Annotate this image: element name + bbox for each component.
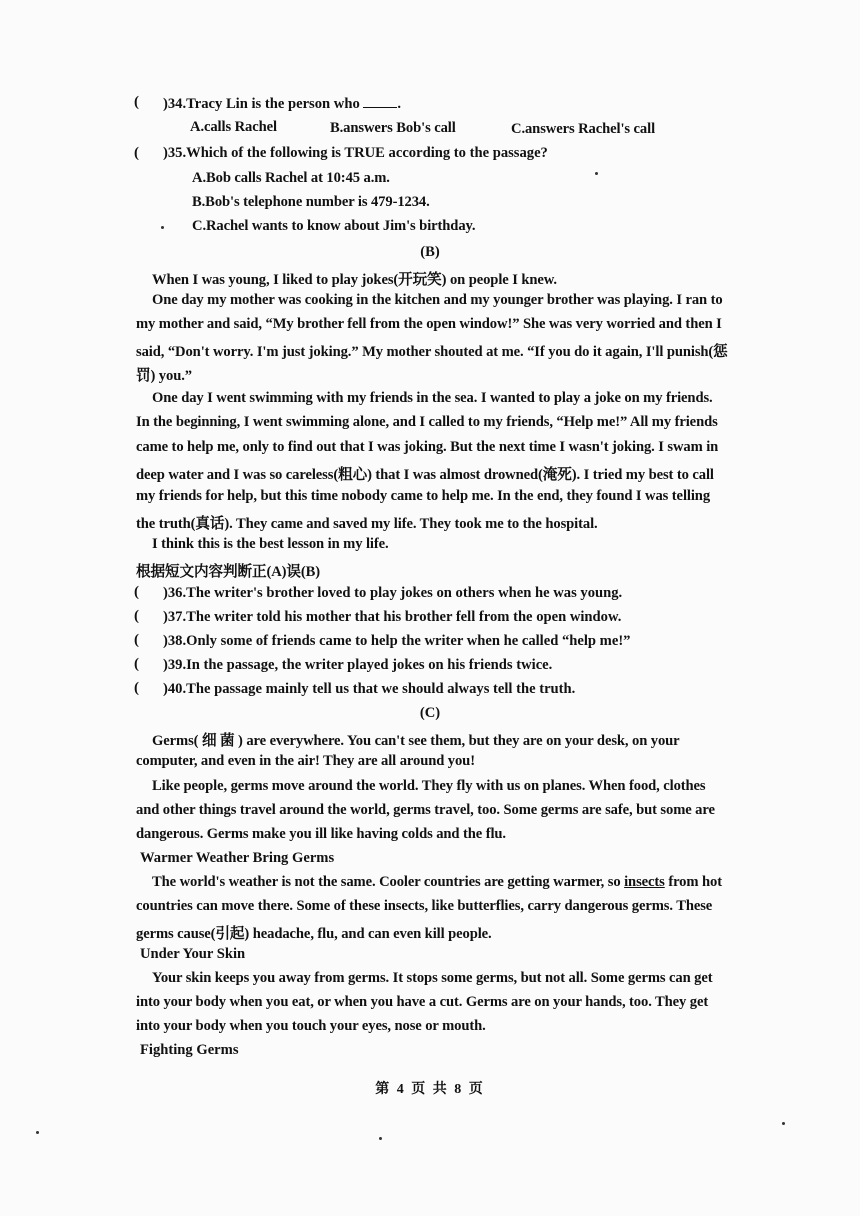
- option-a: A.calls Rachel: [190, 119, 277, 135]
- passage-line: and other things travel around the world, germs travel, too. Some germs are safe, but some are: [136, 802, 715, 818]
- subheading: Fighting Germs: [140, 1042, 239, 1058]
- answer-paren: (: [134, 608, 139, 624]
- question-36: )36.The writer's brother loved to play jokes on others when he was young.: [163, 585, 623, 601]
- passage-line: One day I went swimming with my friends in the sea. I wanted to play a joke on my friends.: [152, 390, 713, 406]
- question-39: )39.In the passage, the writer played jokes on his friends twice.: [163, 657, 553, 673]
- question-34-text: )34.Tracy Lin is the person who: [163, 96, 360, 112]
- passage-line: Like people, germs move around the world. They fly with us on planes. When food, clothes: [152, 778, 706, 794]
- scan-speck: [782, 1122, 785, 1125]
- passage-line: came to help me, only to find out that I was joking. But the next time I wasn't joking. I swam in: [136, 439, 719, 455]
- passage-text: The world's weather is not the same. Cooler countries are getting warmer, so: [152, 874, 621, 890]
- option-a: A.Bob calls Rachel at 10:45 a.m.: [192, 170, 390, 186]
- question-34-end: .: [397, 96, 402, 112]
- answer-blank: [363, 95, 397, 108]
- passage-line: In the beginning, I went swimming alone, and I called to my friends, “Help me!” All my friends: [136, 414, 718, 430]
- passage-line: [152, 874, 722, 891]
- passage-line: the truth(真话). They came and saved my life. They took me to the hospital.: [136, 516, 598, 532]
- passage-line: into your body when you eat, or when you have a cut. Germs are on your hands, too. They get: [136, 994, 709, 1010]
- option-c: C.Rachel wants to know about Jim's birthday.: [192, 218, 476, 234]
- page-footer: 第 4 页 共 8 页: [375, 1082, 485, 1097]
- passage-line: countries can move there. Some of these insects, like butterflies, carry dangerous germs. These: [136, 898, 713, 914]
- option-b: B.Bob's telephone number is 479-1234.: [192, 194, 430, 210]
- passage-line: I think this is the best lesson in my life.: [152, 536, 389, 552]
- passage-line: germs cause(引起) headache, flu, and can even kill people.: [136, 926, 492, 942]
- passage-line: my friends for help, but this time nobody came to help me. In the end, they found I was telling: [136, 488, 711, 504]
- answer-paren: (: [134, 680, 139, 696]
- passage-line: When I was young, I liked to play jokes(开玩笑) on people I knew.: [152, 272, 557, 288]
- answer-paren: (: [134, 145, 139, 161]
- subheading: Under Your Skin: [140, 946, 246, 962]
- underlined-word: insects: [624, 874, 665, 890]
- instruction: 根据短文内容判断正(A)误(B): [136, 564, 321, 580]
- answer-paren: (: [134, 94, 139, 110]
- passage-line: One day my mother was cooking in the kitchen and my younger brother was playing. I ran to: [152, 292, 723, 308]
- section-b-title: (B): [420, 244, 440, 260]
- passage-line: deep water and I was so careless(粗心) that I was almost drowned(淹死). I tried my best to call: [136, 467, 714, 483]
- passage-text: from hot: [668, 874, 722, 890]
- scan-speck: [595, 172, 598, 175]
- scan-speck: [379, 1137, 382, 1140]
- question-40: )40.The passage mainly tell us that we should always tell the truth.: [163, 681, 576, 697]
- subheading: Warmer Weather Bring Germs: [140, 850, 335, 866]
- question-35: )35.Which of the following is TRUE according to the passage?: [163, 145, 548, 161]
- scan-speck: [36, 1131, 39, 1134]
- passage-line: computer, and even in the air! They are all around you!: [136, 753, 475, 769]
- question-38: )38.Only some of friends came to help the writer when he called “help me!”: [163, 633, 631, 649]
- question-34: [163, 95, 401, 113]
- answer-paren: (: [134, 632, 139, 648]
- answer-paren: (: [134, 584, 139, 600]
- passage-line: Germs( 细 菌 ) are everywhere. You can't see them, but they are on your desk, on your: [152, 733, 680, 749]
- passage-line: 罚) you.”: [136, 368, 192, 384]
- option-c: C.answers Rachel's call: [511, 121, 656, 137]
- section-c-title: (C): [419, 705, 441, 721]
- passage-line: my mother and said, “My brother fell from the open window!” She was very worried and then I: [136, 316, 722, 332]
- passage-line: dangerous. Germs make you ill like having colds and the flu.: [136, 826, 506, 842]
- passage-line: into your body when you touch your eyes, nose or mouth.: [136, 1018, 486, 1034]
- passage-line: said, “Don't worry. I'm just joking.” My mother shouted at me. “If you do it again, I'll punish(惩: [136, 344, 728, 360]
- passage-line: Your skin keeps you away from germs. It stops some germs, but not all. Some germs can get: [152, 970, 713, 986]
- question-37: )37.The writer told his mother that his brother fell from the open window.: [163, 609, 622, 625]
- scan-speck: [161, 226, 164, 229]
- answer-paren: (: [134, 656, 139, 672]
- option-b: B.answers Bob's call: [330, 120, 456, 136]
